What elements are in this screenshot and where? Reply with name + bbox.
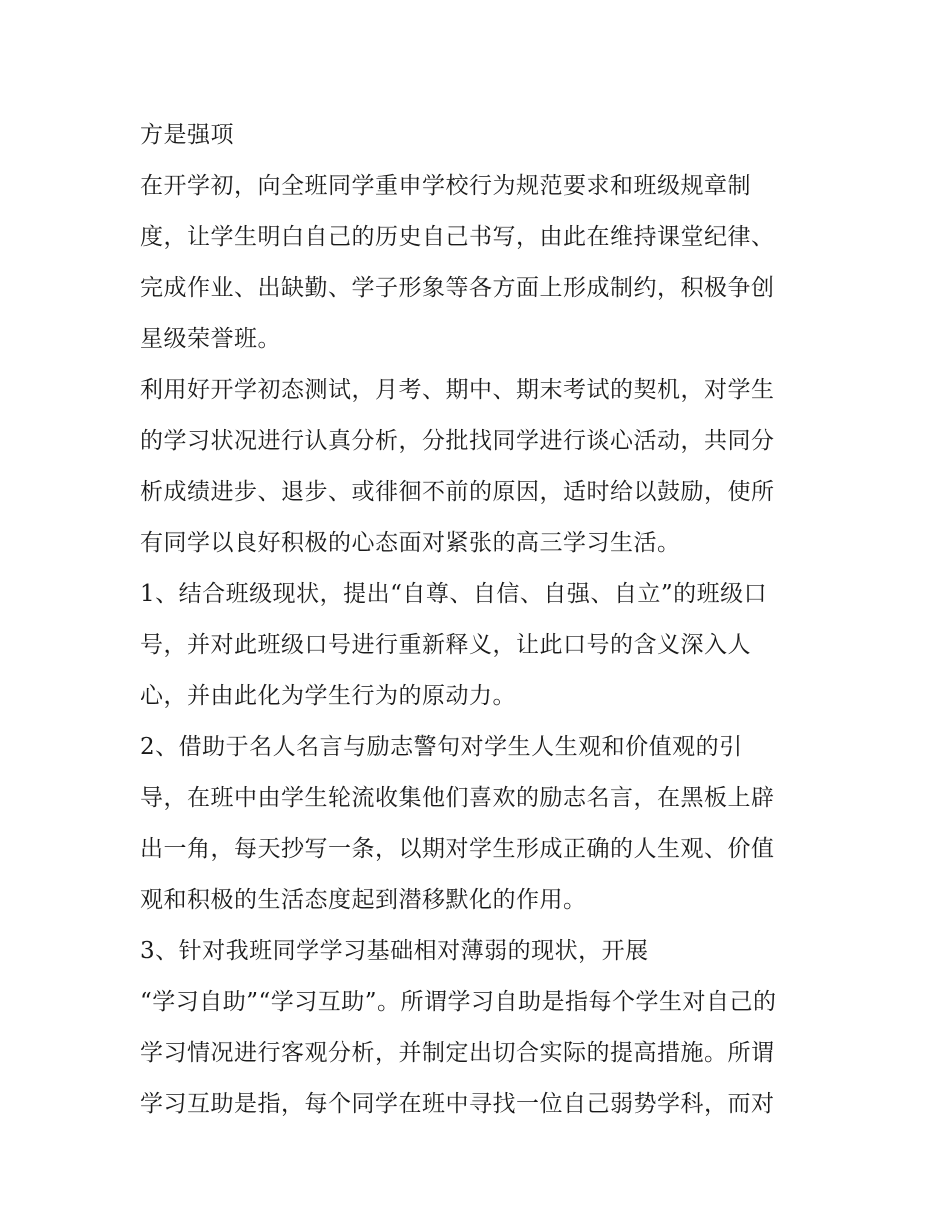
text-line: 析成绩进步、退步、或徘徊不前的原因，适时给以鼓励，使所 — [140, 479, 775, 505]
text-line: 出一角，每天抄写一条，以期对学生形成正确的人生观、价值 — [140, 836, 775, 862]
text-line: 完成作业、出缺勤、学子形象等各方面上形成制约，积极争创 — [140, 275, 775, 301]
text-line: 学习情况进行客观分析，并制定出切合实际的提高措施。所谓 — [140, 1040, 775, 1066]
text-line: 的学习状况进行认真分析，分批找同学进行谈心活动，共同分 — [140, 428, 775, 454]
text-line: 观和积极的生活态度起到潜移默化的作用。 — [140, 887, 587, 913]
text-line: 学习互助是指，每个同学在班中寻找一位自己弱势学科，而对 — [140, 1091, 775, 1117]
text-line: 心，并由此化为学生行为的原动力。 — [140, 683, 516, 709]
text-line: 2、借助于名人名言与励志警句对学生人生观和价值观的引 — [140, 734, 743, 760]
text-line: 星级荣誉班。 — [140, 326, 281, 352]
text-line: 有同学以良好积极的心态面对紧张的高三学习生活。 — [140, 530, 681, 556]
text-line: 导，在班中由学生轮流收集他们喜欢的励志名言，在黑板上辟 — [140, 785, 775, 811]
text-line: “学习自助”“学习互助”。所谓学习自助是指每个学生对自己的 — [140, 989, 777, 1015]
text-line: 利用好开学初态测试，月考、期中、期末考试的契机，对学生 — [140, 377, 775, 403]
text-line: 在开学初，向全班同学重申学校行为规范要求和班级规章制 — [140, 173, 751, 199]
text-line: 1、结合班级现状，提出“自尊、自信、自强、自立”的班级口 — [140, 581, 768, 607]
document-body — [140, 110, 820, 1130]
text-line: 度，让学生明白自己的历史自己书写，由此在维持课堂纪律、 — [140, 224, 775, 250]
text-line: 号，并对此班级口号进行重新释义，让此口号的含义深入人 — [140, 632, 751, 658]
text-line: 方是强项 — [140, 122, 234, 148]
text-line: 3、针对我班同学学习基础相对薄弱的现状，开展 — [140, 938, 649, 964]
